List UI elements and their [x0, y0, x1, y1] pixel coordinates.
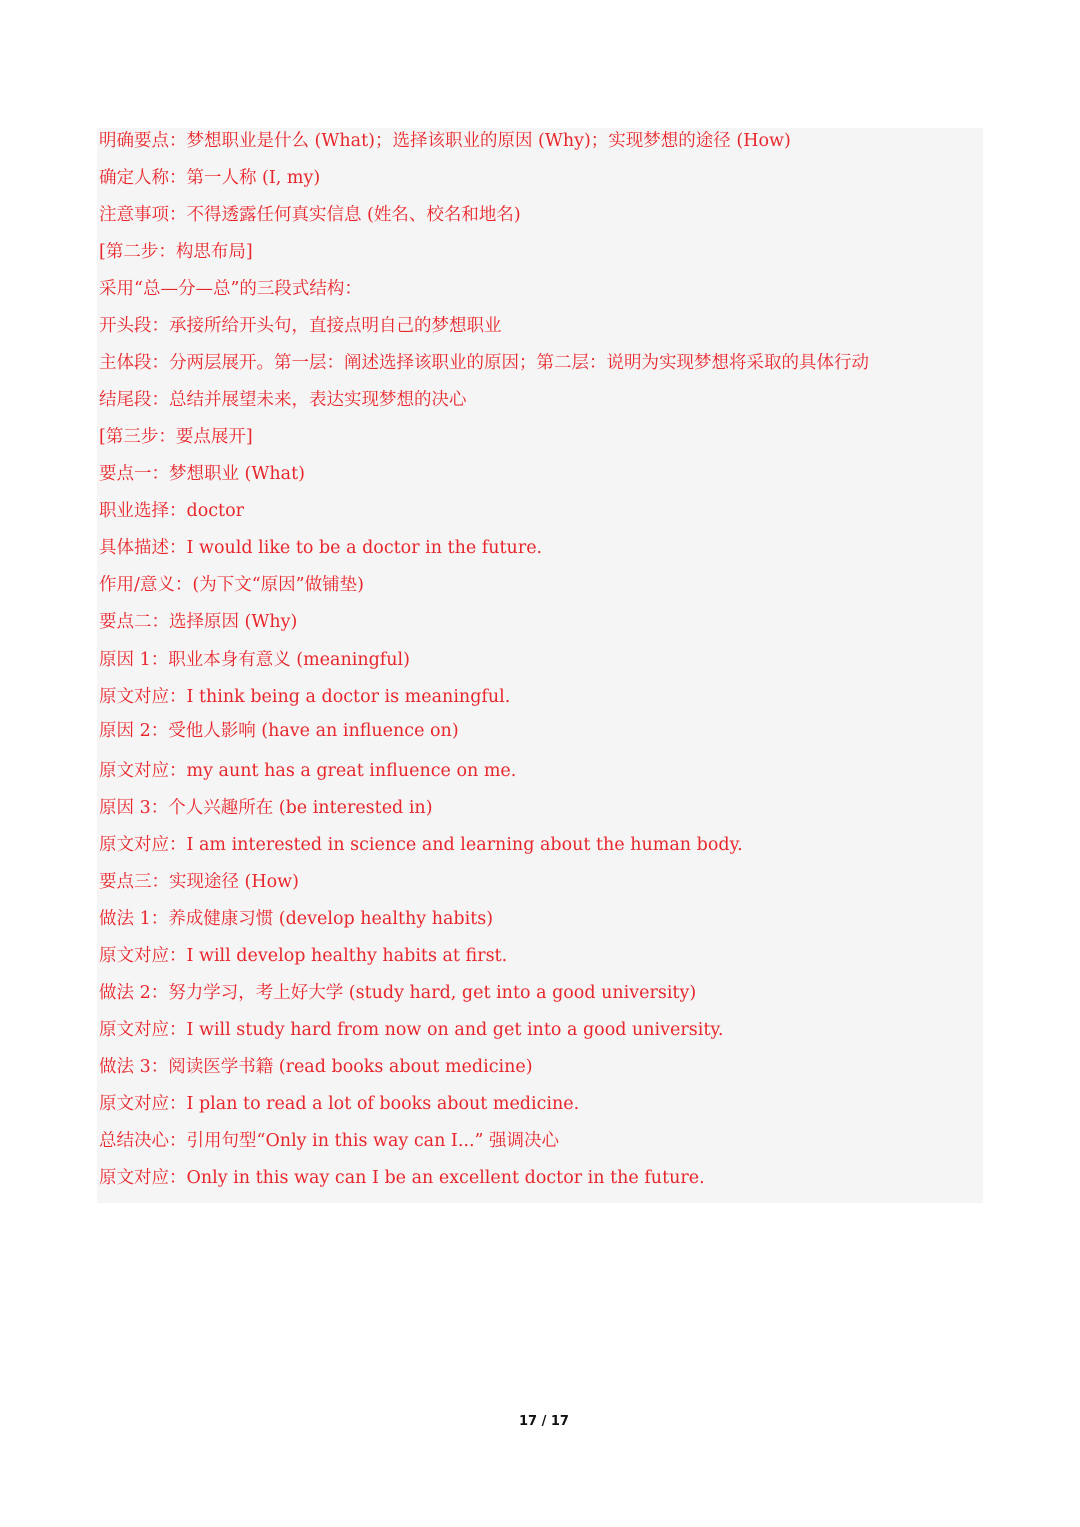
- text-line: 原文对应：my aunt has a great influence on me.: [99, 761, 517, 781]
- text-line: 原因 3：个人兴趣所在 (be interested in): [99, 798, 433, 818]
- text-line: 明确要点：梦想职业是什么 (What)；选择该职业的原因 (Why)；实现梦想的途径 (How): [99, 131, 791, 151]
- text-line: 做法 2：努力学习，考上好大学 (study hard, get into a good university): [99, 983, 697, 1003]
- text-line: 注意事项：不得透露任何真实信息 (姓名、校名和地名): [99, 205, 521, 225]
- text-line: 开头段：承接所给开头句，直接点明自己的梦想职业: [99, 316, 502, 336]
- text-line: 结尾段：总结并展望未来，表达实现梦想的决心: [99, 390, 467, 410]
- section-heading: [第三步：要点展开]: [99, 427, 253, 447]
- text-line: 要点二：选择原因 (Why): [99, 612, 298, 632]
- section-heading: [第二步：构思布局]: [99, 242, 253, 262]
- text-line: 要点三：实现途径 (How): [99, 872, 299, 892]
- text-line: 要点一：梦想职业 (What): [99, 464, 305, 484]
- text-line: 作用/意义：(为下文“原因”做铺垫): [99, 575, 364, 595]
- text-line: 原文对应：I am interested in science and learning about the human body.: [99, 835, 743, 855]
- text-line: 采用“总—分—总”的三段式结构：: [99, 279, 362, 299]
- text-line: 原因 1：职业本身有意义 (meaningful): [99, 650, 410, 670]
- text-line: 做法 3：阅读医学书籍 (read books about medicine): [99, 1057, 533, 1077]
- text-line: 原文对应：I think being a doctor is meaningful.: [99, 687, 511, 707]
- text-line: 具体描述：I would like to be a doctor in the future.: [99, 538, 543, 558]
- text-line: 原文对应：I will develop healthy habits at first.: [99, 946, 508, 966]
- text-line: 职业选择：doctor: [99, 501, 244, 521]
- text-line: 原文对应：I plan to read a lot of books about medicine.: [99, 1094, 580, 1114]
- text-line: 确定人称：第一人称 (I, my): [99, 168, 321, 188]
- text-line: 原文对应：I will study hard from now on and get into a good university.: [99, 1020, 724, 1040]
- text-line: 原文对应：Only in this way can I be an excellent doctor in the future.: [99, 1168, 705, 1188]
- text-line: 总结决心：引用句型“Only in this way can I...” 强调决心: [99, 1131, 560, 1151]
- page-number: 17 / 17: [519, 1414, 569, 1429]
- text-line: 原因 2：受他人影响 (have an influence on): [99, 721, 459, 741]
- text-line: 做法 1：养成健康习惯 (develop healthy habits): [99, 909, 494, 929]
- text-line: 主体段：分两层展开。第一层：阐述选择该职业的原因；第二层：说明为实现梦想将采取的具体行动: [99, 353, 869, 373]
